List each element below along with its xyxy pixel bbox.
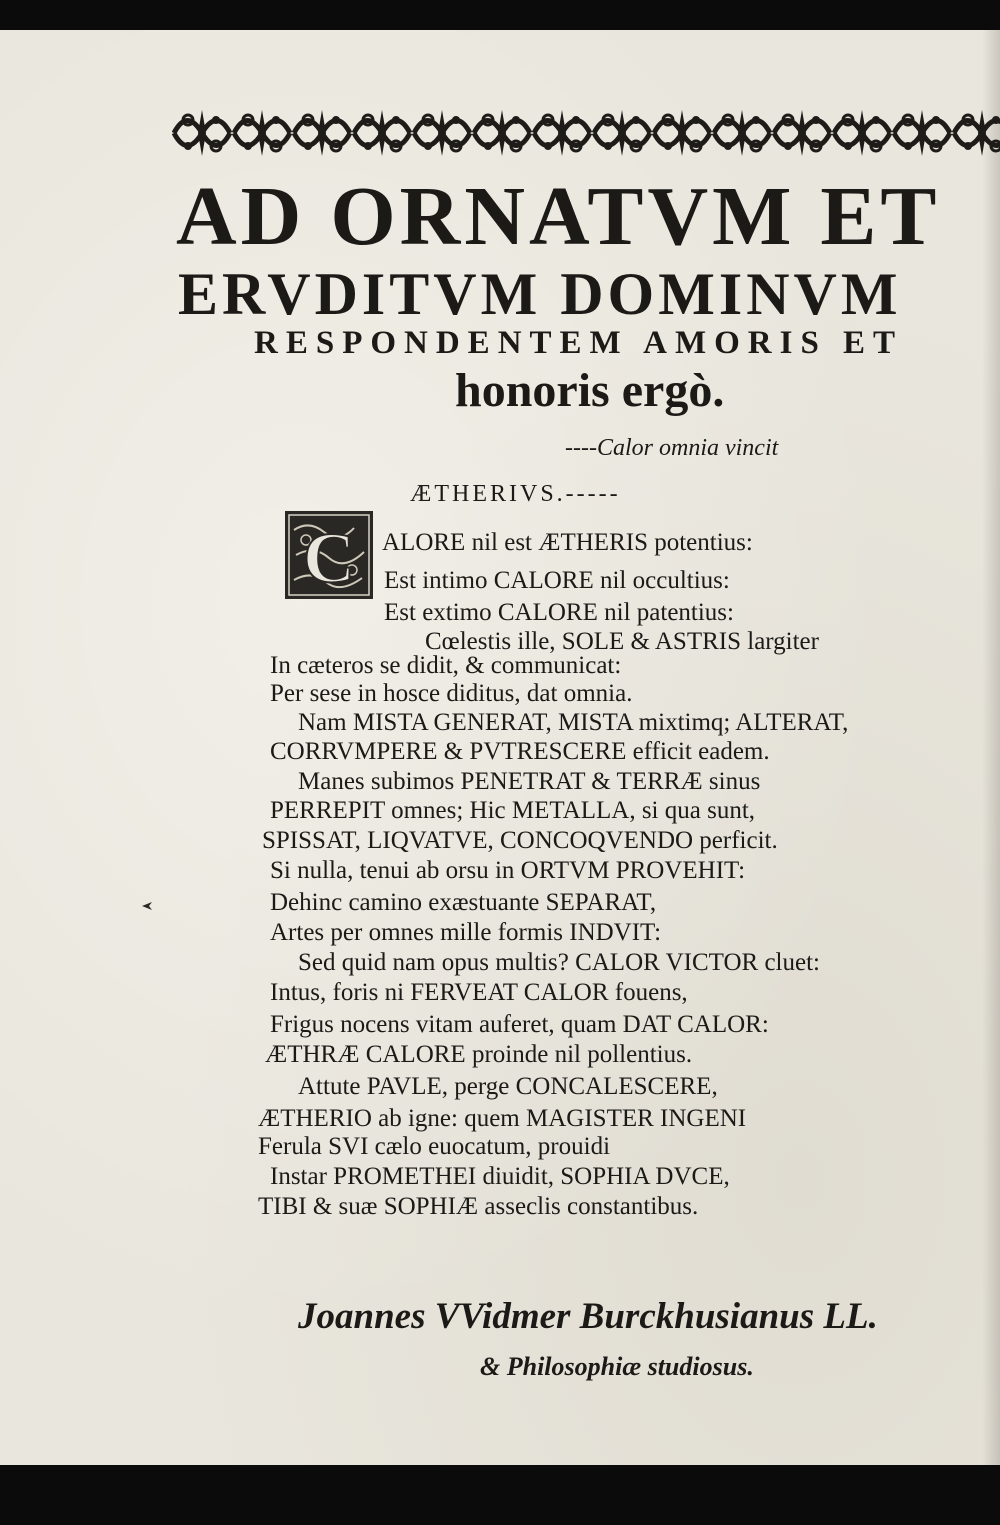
title-line-1: AD ORNATVM ET xyxy=(176,170,941,263)
page-edge-shadow xyxy=(982,30,1000,1465)
fleuron-tile xyxy=(774,110,830,156)
poem-line: ÆTHRÆ CALORE proinde nil pollentius. xyxy=(265,1041,693,1068)
poem-line: Manes subimos PENETRAT & TERRÆ sinus xyxy=(298,768,761,795)
poem-line: In cæteros se didit, & communicat: xyxy=(270,652,622,679)
fleuron-tile xyxy=(174,110,230,156)
fleuron-tile xyxy=(894,110,950,156)
poem-line: Nam MISTA GENERAT, MISTA mixtimq; ALTERAT, xyxy=(298,709,849,736)
poem-line: ÆTHERIO ab igne: quem MAGISTER INGENI xyxy=(258,1105,747,1132)
poem-line: Ferula SVI cælo euocatum, prouidi xyxy=(258,1133,611,1160)
svg-text:C: C xyxy=(303,518,355,598)
decorated-initial-icon xyxy=(284,510,374,600)
ink-blot-icon xyxy=(142,902,154,910)
poem-line: Artes per omnes mille formis INDVIT: xyxy=(270,919,662,946)
fleuron-tile xyxy=(294,110,350,156)
poem-line: Per sese in hosce diditus, dat omnia. xyxy=(270,680,633,707)
fleuron-ornament-band xyxy=(172,102,1000,164)
book-page xyxy=(0,30,1000,1465)
fleuron-tile xyxy=(714,110,770,156)
poem-heading: ÆTHERIVS.----- xyxy=(410,481,621,507)
poem-line: Dehinc camino exæstuante SEPARAT, xyxy=(270,889,657,916)
fleuron-tile xyxy=(354,110,410,156)
poem-line: SPISSAT, LIQVATVE, CONCOQVENDO perficit. xyxy=(262,827,778,854)
poem-line: CORRVMPERE & PVTRESCERE efficit eadem. xyxy=(270,738,770,765)
title-line-2: ERVDITVM DOMINVM xyxy=(178,261,902,327)
signature-name: Joannes VVidmer Burckhusianus LL. xyxy=(298,1296,878,1337)
poem-line: Attute PAVLE, perge CONCALESCERE, xyxy=(298,1073,718,1100)
poem-line: Intus, foris ni FERVEAT CALOR fouens, xyxy=(270,979,688,1006)
fleuron-tile xyxy=(834,110,890,156)
fleuron-tile xyxy=(954,110,1000,156)
signature-note: & Philosophiæ studiosus. xyxy=(480,1352,754,1381)
title-line-3: RESPONDENTEM AMORIS ET xyxy=(254,325,904,361)
poem-line: Instar PROMETHEI diuidit, SOPHIA DVCE, xyxy=(270,1163,730,1190)
fleuron-tile xyxy=(234,110,290,156)
poem-line: Cœlestis ille, SOLE & ASTRIS largiter xyxy=(425,628,819,655)
fleuron-tile xyxy=(414,110,470,156)
fleuron-tile xyxy=(654,110,710,156)
poem-line: ALORE nil est ÆTHERIS potentius: xyxy=(382,529,753,556)
motto: ----Calor omnia vincit xyxy=(565,435,779,461)
poem-line: Frigus nocens vitam auferet, quam DAT CALOR: xyxy=(270,1011,769,1038)
fleuron-tile xyxy=(594,110,650,156)
poem-line: Est intimo CALORE nil occultius: xyxy=(384,567,730,594)
poem-line: PERREPIT omnes; Hic METALLA, si qua sunt, xyxy=(270,797,756,824)
fleuron-tile xyxy=(534,110,590,156)
poem-line: Sed quid nam opus multis? CALOR VICTOR cluet: xyxy=(298,949,820,976)
poem-line: TIBI & suæ SOPHIÆ asseclis constantibus. xyxy=(258,1193,699,1220)
poem-line: Est extimo CALORE nil patentius: xyxy=(384,599,734,626)
poem-line: Si nulla, tenui ab orsu in ORTVM PROVEHIT: xyxy=(270,857,746,884)
title-line-4: honoris ergò. xyxy=(455,364,725,417)
fleuron-tile xyxy=(474,110,530,156)
